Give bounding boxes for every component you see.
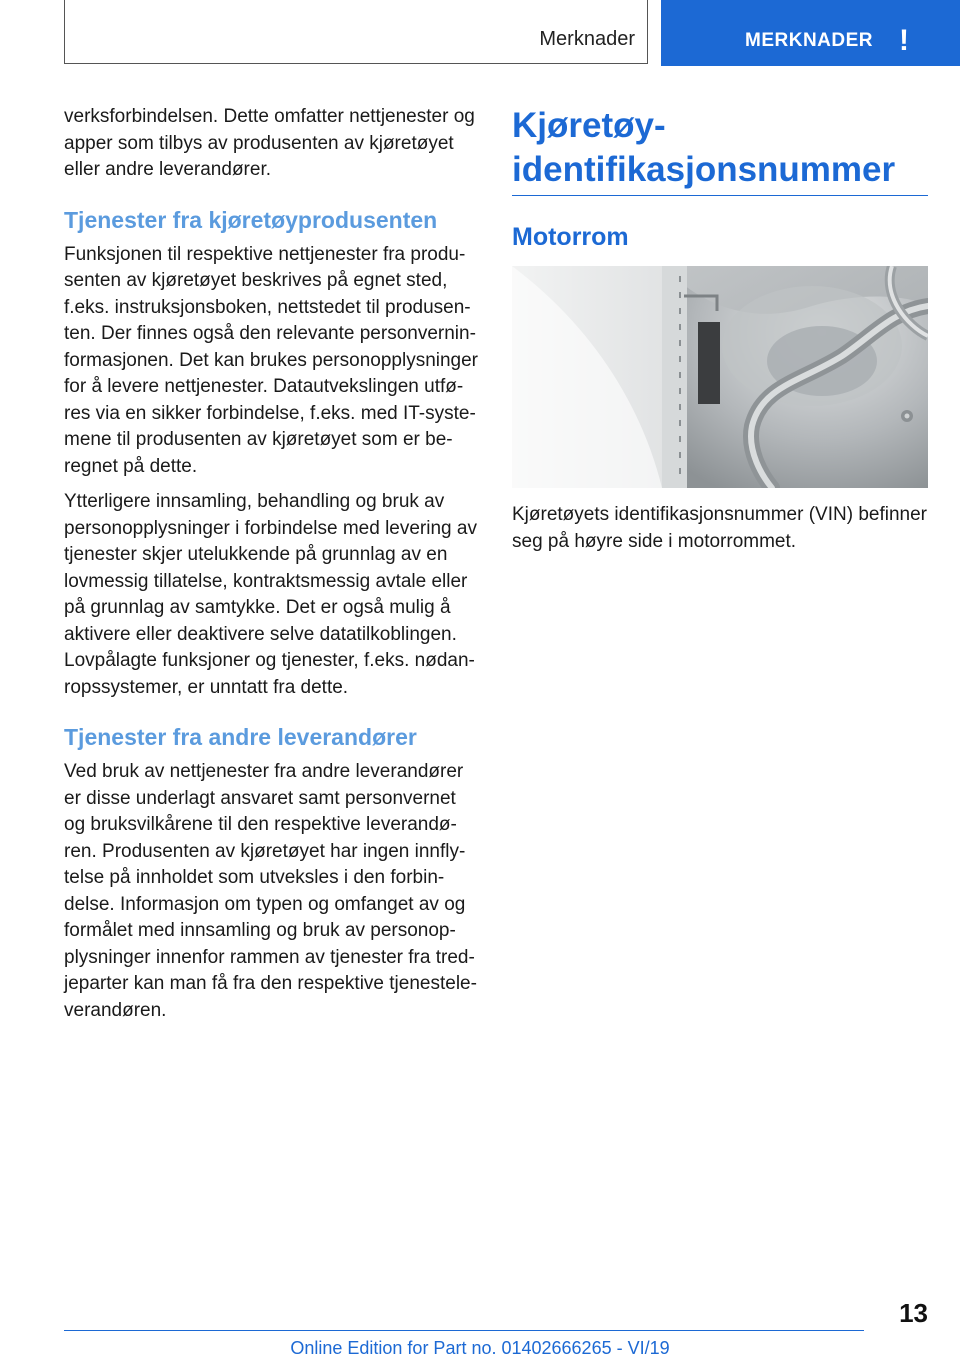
footer-edition-text: Online Edition for Part no. 01402666265 - VI/19 [290,1338,670,1358]
paragraph: Ytterligere innsamling, behandling og bruk av personopplysninger i forbindelse med levering av tjenester skjer utelukkende på grunnlag av en lovmessig tillatelse, kontraktsmessig avtale eller på grunnlag av samtykke. Det er også mulig å aktivere eller deaktivere selve datatilkoblingen. Lovpålagte funksjoner og tjenester, f.eks. nødanropssystemer, er unntatt fra dette. [64,491,477,698]
right-column [512,104,928,564]
subheading-engine-bay: Motorrom [512,223,629,251]
engine-bay-image [512,266,928,488]
footer-rule [64,1330,864,1331]
image-caption: Kjøretøyets identifikasjonsnummer (VIN) befinner seg på høyre side i motorrommet. [512,504,927,552]
section-heading-third-party-services: Tjenester fra andre leverandører [64,724,417,750]
chapter-heading-vin: Kjøretøy-identifikasjonsnummer [512,106,896,189]
paragraph: Funksjonen til respektive nettjenester fra produsenten av kjøretøyet beskrives på egnet sted, f.eks. instruksjonsboken, nettstedet til produsenten. Der finnes også den relevante personverninformasjonen. Det kan brukes personopplysninger for å levere nettjenester. Datautvekslingen utføres via en sikker forbindelse, f.eks. med IT-systemene til produsenten av kjøretøyet som er beregnet på dette. [64,243,479,477]
header-tab-label: MERKNADER [745,30,873,51]
intro-paragraph: verksforbindelsen. Dette omfatter nettjenester og apper som tilbys av produsenten av kjøretøyet eller andre leverandører. [64,106,475,180]
header-section-title: Merknader [539,28,635,50]
paragraph: Ved bruk av nettjenester fra andre leverandører er disse underlagt ansvaret samt personvernet og bruksvilkårene til den respektive leverandøren. Produsenten av kjøretøyet har ingen innflytelse på innholdet som utveksles i den forbindelse. Informasjon om typen og omfanget av og formålet med innsamling og bruk av personopplysninger innenfor rammen av tjenester fra tredjeparter kan man få fra den respektive tjenesteleverandøren. [64,761,477,1021]
heading-rule [512,195,928,196]
page-number: 13 [899,1298,928,1328]
header-chapter-tab[interactable] [661,0,960,66]
section-heading-manufacturer-services: Tjenester fra kjøretøyprodusenten [64,206,438,233]
left-column [64,104,480,1033]
exclamation-icon: ! [899,24,909,57]
